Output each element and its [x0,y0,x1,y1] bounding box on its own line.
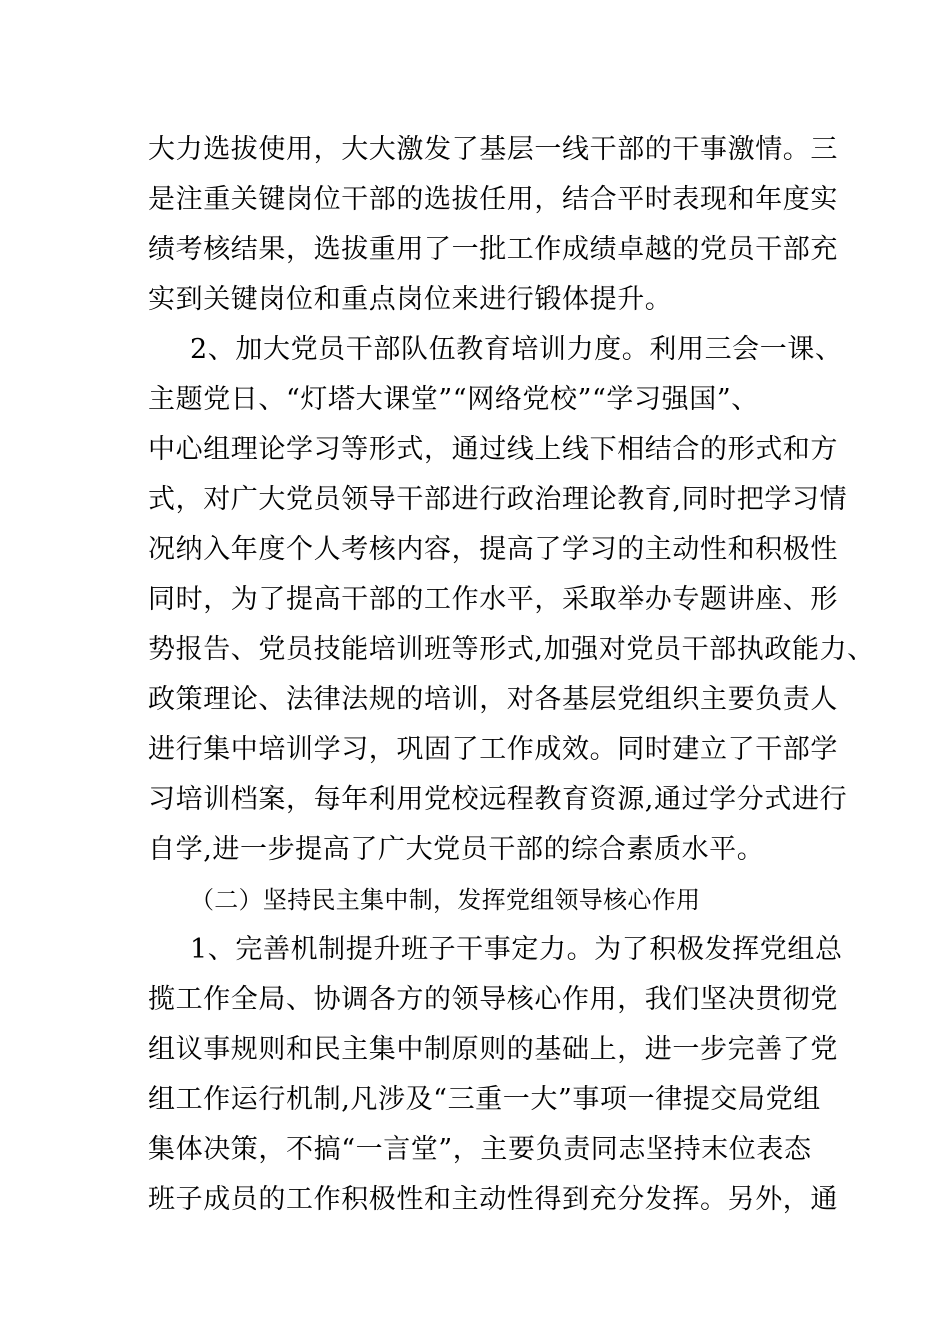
paragraph-line: 绩考核结果，选拔重用了一批工作成绩卓越的党员干部充 [148,234,838,265]
paragraph-line: 集体决策，不搞“一言堂”，主要负责同志坚持末位表态 [148,1134,812,1165]
paragraph-line: 实到关键岗位和重点岗位来进行锻体提升。 [148,284,673,315]
paragraph-line: 2、加大党员干部队伍教育培训力度。利用三会一课、 [190,334,843,365]
paragraph-line: 同时，为了提高干部的工作水平，采取举办专题讲座、形 [148,584,838,615]
paragraph-line: 是注重关键岗位干部的选拔任用，结合平时表现和年度实 [148,184,838,215]
paragraph-line: 势报告、党员技能培训班等形式,加强对党员干部执政能力、 [148,634,875,665]
paragraph-line: 自学,进一步提高了广大党员干部的综合素质水平。 [148,834,765,865]
paragraph-line: 况纳入年度个人考核内容，提高了学习的主动性和积极性 [148,534,838,565]
paragraph-line: 揽工作全局、协调各方的领导核心作用，我们坚决贯彻党 [148,984,838,1015]
paragraph-line: 进行集中培训学习，巩固了工作成效。同时建立了干部学 [148,734,838,765]
paragraph-line: 政策理论、法律法规的培训，对各基层党组织主要负责人 [148,684,838,715]
paragraph-line: 大力选拔使用，大大激发了基层一线干部的干事激情。三 [148,134,838,165]
paragraph-line: 组工作运行机制,凡涉及“三重一大”事项一律提交局党组 [148,1084,821,1115]
paragraph-line: 式，对广大党员领导干部进行政治理论教育,同时把学习情 [148,484,848,515]
paragraph-line: 班子成员的工作积极性和主动性得到充分发挥。另外，通 [148,1184,838,1215]
section-heading: （二）坚持民主集中制，发挥党组领导核心作用 [190,886,701,914]
paragraph-line: 1、完善机制提升班子干事定力。为了积极发挥党组总 [190,934,843,965]
paragraph-line: 中心组理论学习等形式，通过线上线下相结合的形式和方 [148,434,838,465]
paragraph-line: 组议事规则和民主集中制原则的基础上，进一步完善了党 [148,1034,838,1065]
paragraph-line: 习培训档案，每年利用党校远程教育资源,通过学分式进行 [148,784,848,815]
paragraph-line: 主题党日、“灯塔大课堂”“网络党校”“学习强国”、 [148,384,759,415]
